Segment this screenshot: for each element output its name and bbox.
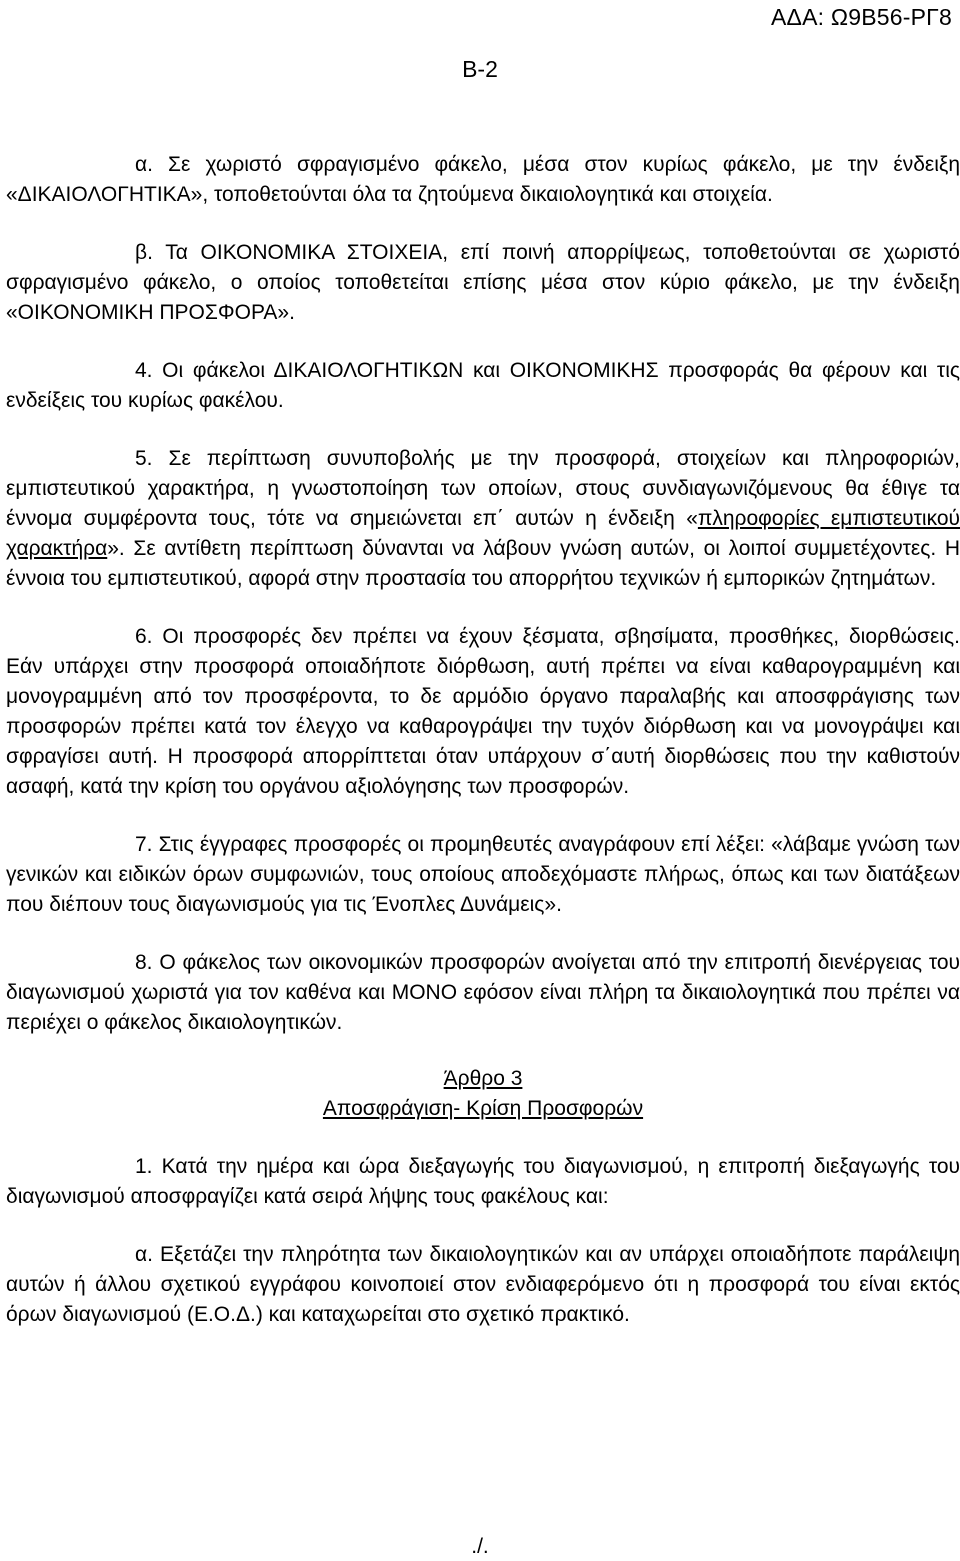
- paragraph-7: 7. Στις έγγραφες προσφορές οι προμηθευτές αναγράφουν επί λέξει: «λάβαμε γνώση των γενικών και ειδικών όρων συμφωνιών, τους οποίους αποδεχόμαστε πλήρως, όπως και των διατάξεων που διέπουν τους διαγωνισμούς για τις Ένοπλες Δυνάμεις».: [6, 833, 960, 916]
- paragraph-5-text-end: ». Σε αντίθετη περίπτωση δύνανται να λάβουν γνώση αυτών, οι λοιποί συμμετέχοντες. Η έννοια του εμπιστευτικού, αφορά στην προστασία του απορρήτου τεχνικών ή εμπορικών ζητημάτων.: [6, 537, 960, 590]
- article-title: Αποσφράγιση- Κρίση Προσφορών: [322, 1097, 644, 1120]
- paragraph-alpha: α. Σε χωριστό σφραγισμένο φάκελο, μέσα στον κυρίως φάκελο, με την ένδειξη «ΔΙΚΑΙΟΛΟΓΗΤΙΚΑ», τοποθετούνται όλα τα ζητούμενα δικαιολογητικά και στοιχεία.: [6, 153, 960, 206]
- article-paragraph-alpha: α. Εξετάζει την πληρότητα των δικαιολογητικών και αν υπάρχει οποιαδήποτε παράλειψη αυτών ή άλλου σχετικού εγγράφου κοινοποιεί στον ενδιαφερόμενο ότι η προσφορά του είναι εκτός όρων διαγωνισμού (Ε.Ο.Δ.) και καταχωρείται στο σχετικό πρακτικό.: [6, 1243, 960, 1326]
- paragraph-5-text-start: 5. Σε περίπτωση συνυποβολής με την προσφορά, στοιχείων και πληροφοριών, εμπιστευτικού χαρακτήρα, η γνωστοποίηση των οποίων, στους συνδιαγωνιζόμενους θα έθιγε τα έννομα συμφέροντα τους, τότε να σημειώνεται επ΄ αυτών η ένδειξη «: [6, 447, 960, 530]
- paragraph-4: 4. Οι φάκελοι ΔΙΚΑΙΟΛΟΓΗΤΙΚΩΝ και ΟΙΚΟΝΟΜΙΚΗΣ προσφοράς θα φέρουν και τις ενδείξεις του κυρίως φακέλου.: [6, 359, 960, 412]
- document-body: [6, 150, 960, 1358]
- paragraph-8: 8. Ο φάκελος των οικονομικών προσφορών ανοίγεται από την επιτροπή διενέργειας του διαγωνισμού χωριστά για τον καθένα και ΜΟΝΟ εφόσον είναι πλήρη τα δικαιολογητικά που πρέπει να περιέχει ο φάκελος δικαιολογητικών.: [6, 951, 960, 1034]
- page-code: Β-2: [462, 56, 498, 82]
- article-paragraph-1: 1. Κατά την ημέρα και ώρα διεξαγωγής του διαγωνισμού, η επιτροπή διεξαγωγής του διαγωνισμού αποσφραγίζει κατά σειρά λήψης τους φακέλους και:: [6, 1155, 960, 1208]
- document-id: ΑΔΑ: Ω9Β56-ΡΓ8: [771, 4, 952, 30]
- paragraph-5: [6, 444, 960, 594]
- paragraph-beta: β. Τα ΟΙΚΟΝΟΜΙΚΑ ΣΤΟΙΧΕΙΑ, επί ποινή απορρίψεως, τοποθετούνται σε χωριστό σφραγισμένο φάκελο, ο οποίος τοποθετείται επίσης μέσα στον κύριο φάκελο, με την ένδειξη «ΟΙΚΟΝΟΜΙΚΗ ΠΡΟΣΦΟΡΑ».: [6, 241, 960, 324]
- article-heading: [6, 1064, 960, 1124]
- continuation-mark: ./.: [471, 1535, 489, 1558]
- paragraph-6: 6. Οι προσφορές δεν πρέπει να έχουν ξέσματα, σβησίματα, προσθήκες, διορθώσεις. Εάν υπάρχει στην προσφορά οποιαδήποτε διόρθωση, αυτή πρέπει να είναι καθαρογραμμένη και μονογραμμένη από τον προσφέροντα, το δε αρμόδιο όργανο παραλαβής και αποσφράγισης των προσφορών πρέπει κατά τον έλεγχο να καθαρογράψει την τυχόν διόρθωση και να μονογράψει και σφραγίσει αυτή. Η προσφορά απορρίπτεται όταν υπάρχουν σ΄αυτή διορθώσεις που την καθιστούν ασαφή, κατά την κρίση του οργάνου αξιολόγησης των προσφορών.: [6, 625, 960, 798]
- article-number: Άρθρο 3: [443, 1067, 523, 1090]
- confidential-label: πληροφορίες εμπιστευτικού χαρακτήρα: [6, 507, 960, 560]
